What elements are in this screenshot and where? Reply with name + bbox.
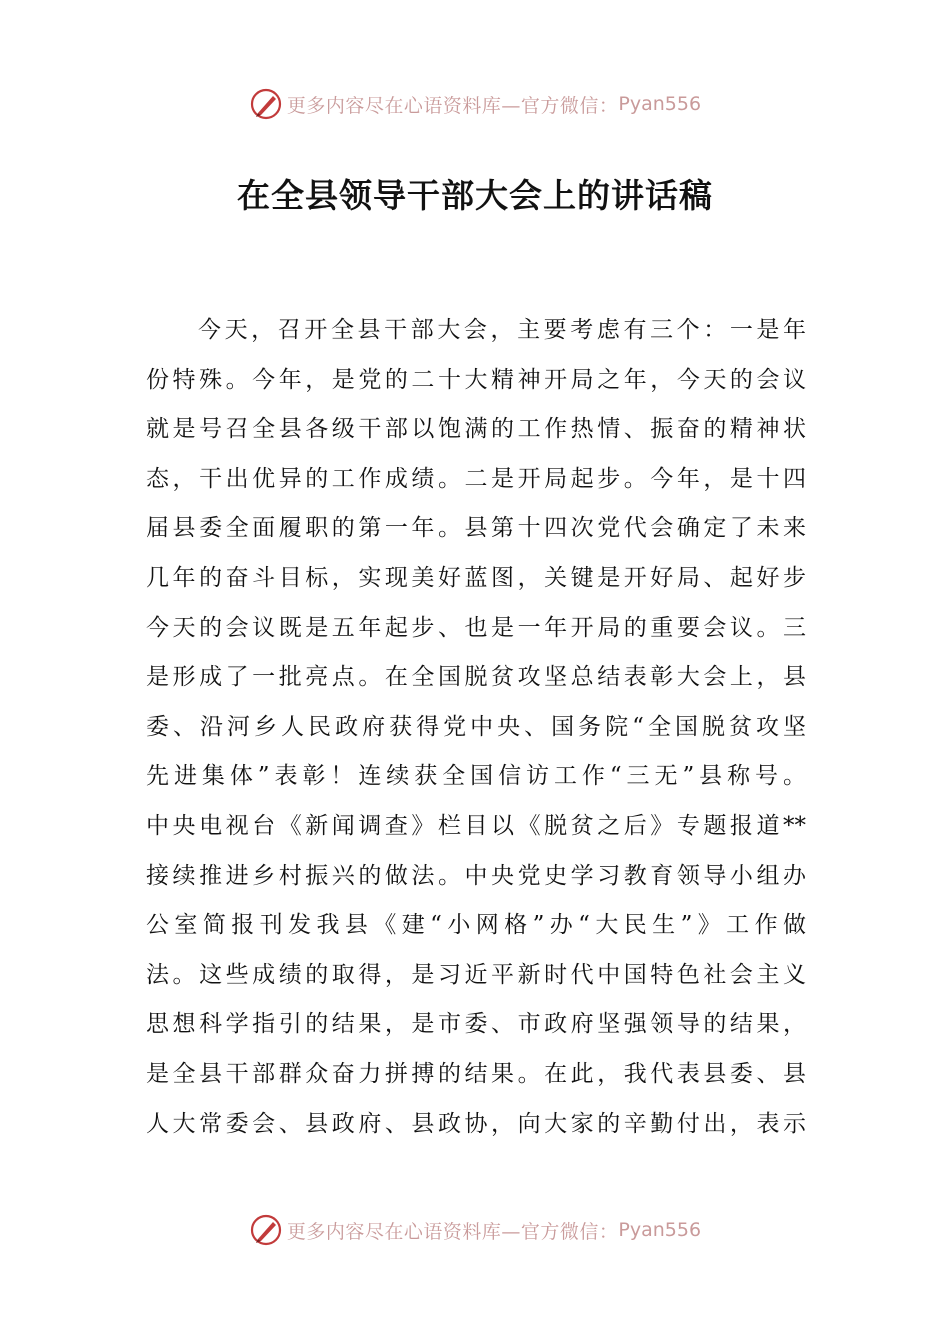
watermark-id: Pyan556 [618, 93, 702, 115]
watermark-banner-top [0, 84, 950, 124]
paragraph-line: 今天的会议既是五年起步、也是一年开局的重要会议。三 [146, 614, 806, 641]
paragraph-line: 是形成了一批亮点。在全国脱贫攻坚总结表彰大会上，县 [146, 664, 806, 691]
paragraph-line: 先进集体”表彰！连续获全国信访工作“三无”县称号。 [146, 763, 806, 790]
document-body [146, 306, 806, 1149]
paragraph-line: 公室简报刊发我县《建“小网格”办“大民生”》工作做 [146, 912, 806, 939]
pen-logo-icon [249, 87, 283, 121]
paragraph-line: 人大常委会、县政府、县政协，向大家的辛勤付出，表示 [146, 1110, 806, 1137]
paragraph-line: 份特殊。今年，是党的二十大精神开局之年，今天的会议 [146, 366, 806, 393]
pen-logo-icon [249, 1213, 283, 1247]
watermark-text: 更多内容尽在心语资料库—官方微信： [286, 1220, 619, 1243]
paragraph-line: 委、沿河乡人民政府获得党中央、国务院“全国脱贫攻坚 [146, 713, 806, 740]
paragraph-line: 是全县干部群众奋力拼搏的结果。在此，我代表县委、县 [146, 1060, 806, 1087]
watermark-banner-bottom [0, 1210, 950, 1250]
watermark-id: Pyan556 [618, 1219, 702, 1241]
document-title: 在全县领导干部大会上的讲话稿 [237, 176, 713, 215]
watermark-text: 更多内容尽在心语资料库—官方微信： [286, 94, 619, 117]
paragraph-line: 态，干出优异的工作成绩。二是开局起步。今年，是十四 [146, 465, 806, 492]
paragraph-line: 今天，召开全县干部大会，主要考虑有三个：一是年 [198, 317, 806, 343]
paragraph-line: 法。这些成绩的取得，是习近平新时代中国特色社会主义 [146, 961, 806, 988]
paragraph-line: 几年的奋斗目标，实现美好蓝图，关键是开好局、起好步 [146, 564, 806, 591]
paragraph-line: 届县委全面履职的第一年。县第十四次党代会确定了未来 [146, 515, 806, 542]
paragraph-line: 就是号召全县各级干部以饱满的工作热情、振奋的精神状 [146, 416, 806, 443]
paragraph-line: 思想科学指引的结果，是市委、市政府坚强领导的结果， [146, 1011, 806, 1038]
paragraph-line: 接续推进乡村振兴的做法。中央党史学习教育领导小组办 [146, 862, 806, 889]
paragraph-line: 中央电视台《新闻调查》栏目以《脱贫之后》专题报道** [146, 812, 806, 839]
